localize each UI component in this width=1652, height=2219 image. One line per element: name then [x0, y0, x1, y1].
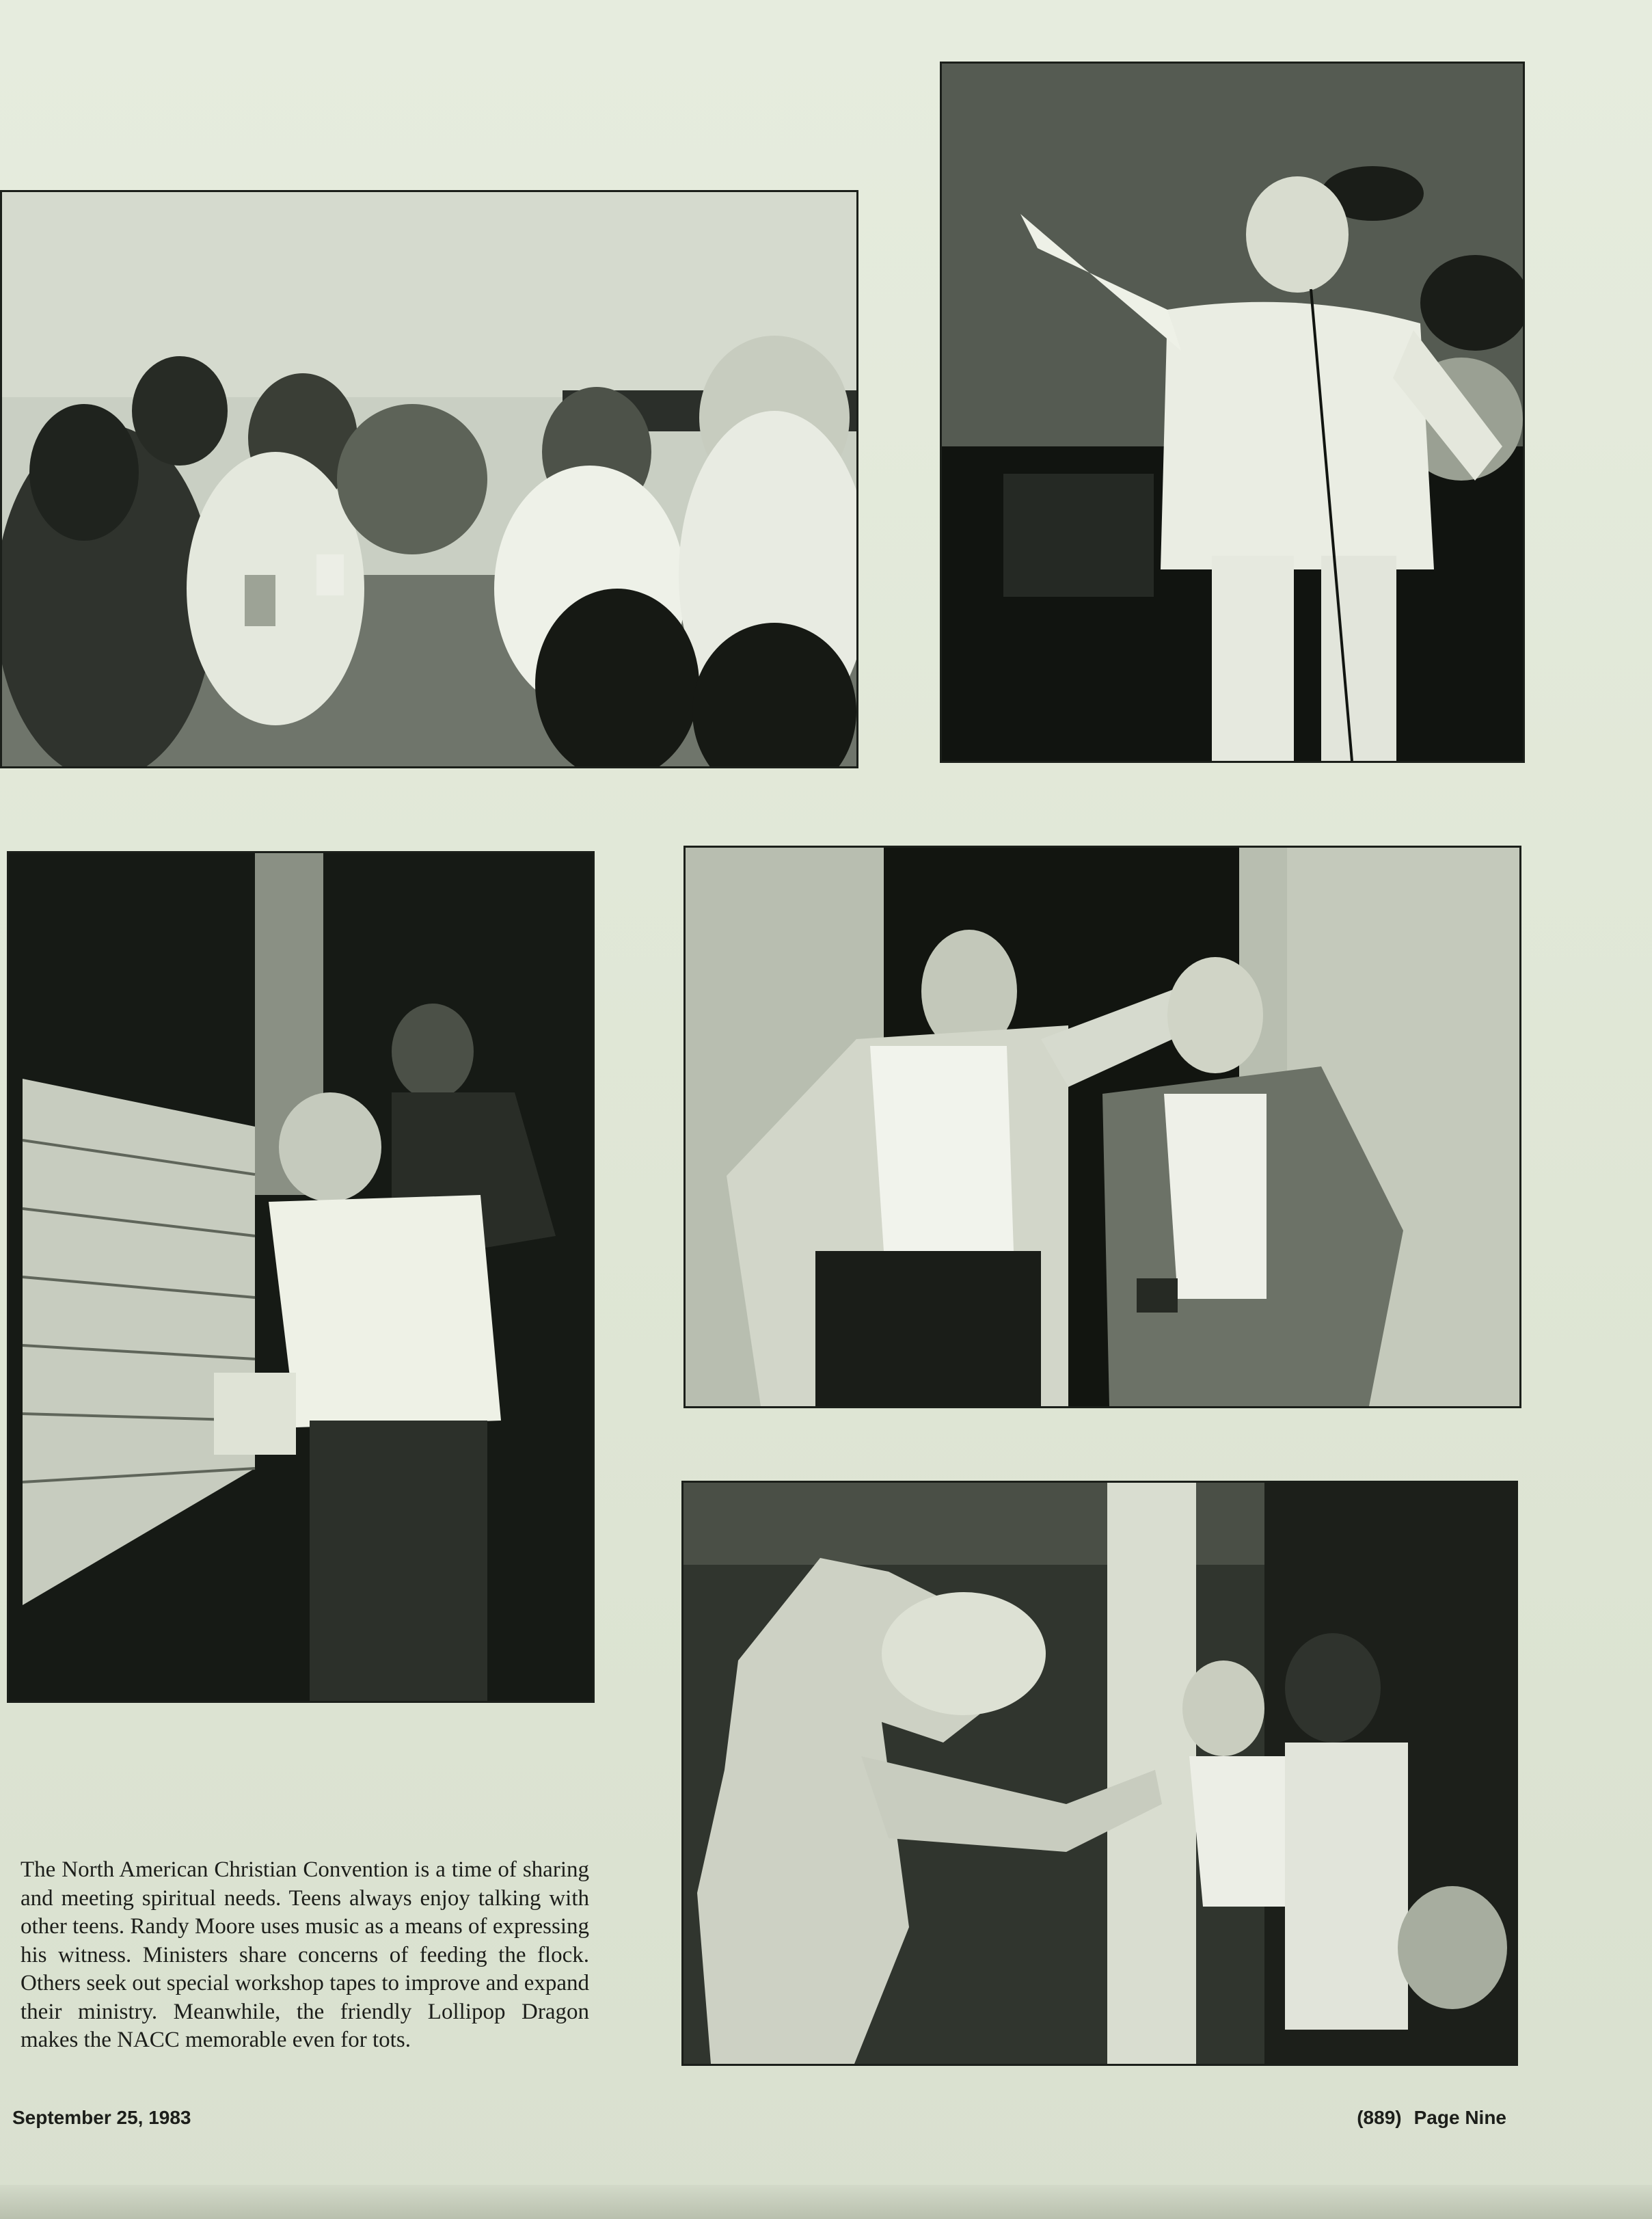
photo-teens-talking	[0, 190, 858, 768]
photo-caption: The North American Christian Convention is a time of sharing and meeting spiritual needs. Teens always enjoy talking with other teens. Randy Moore uses music as a means of expressing his witness. Ministers share concerns of feeding the flock. Others seek out special workshop tapes to improve and expand their ministry. Meanwhile, the friendly Lollipop Dragon makes the NACC memorable even for tots.	[21, 1857, 589, 2052]
page-number: (889)	[1357, 2107, 1402, 2128]
page-bottom-edge	[0, 2185, 1652, 2219]
footer-date: September 25, 1983	[12, 2107, 191, 2128]
singer-photo-image	[942, 64, 1523, 761]
teens-photo-image	[2, 192, 856, 766]
photo-workshop-tapes	[7, 851, 595, 1703]
ministers-photo-image	[686, 848, 1519, 1406]
tapes-photo-image	[9, 853, 593, 1701]
dragon-photo-image	[683, 1483, 1516, 2064]
photo-singer-on-stage	[940, 62, 1525, 763]
page-label: Page Nine	[1413, 2107, 1506, 2128]
footer-page	[1357, 2107, 1506, 2129]
photo-ministers-sharing	[683, 846, 1521, 1408]
photo-lollipop-dragon	[681, 1481, 1518, 2066]
